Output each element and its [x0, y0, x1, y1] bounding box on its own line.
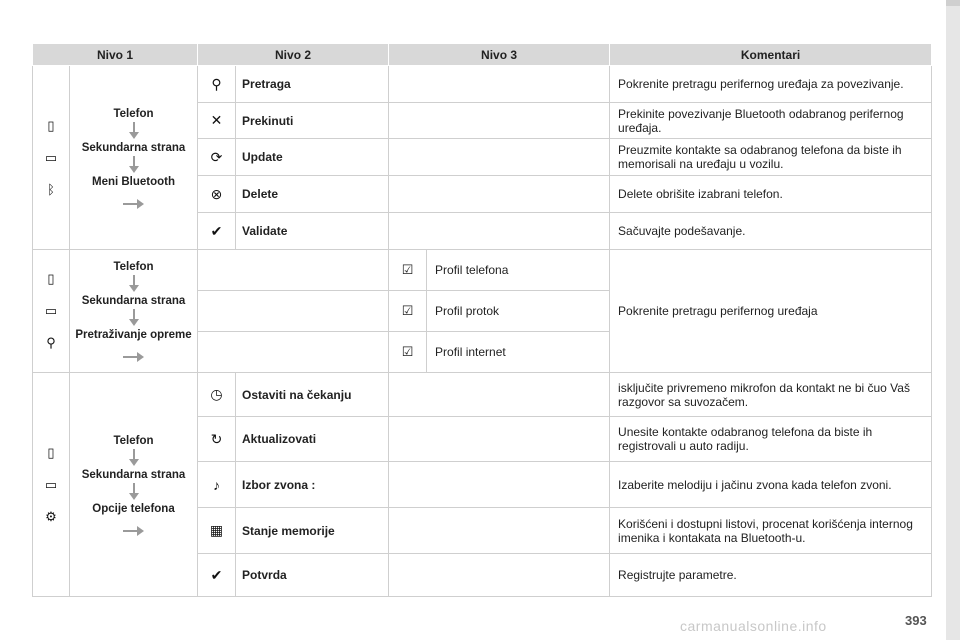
table-row — [33, 66, 932, 103]
bluetooth-icon: ᛒ — [47, 182, 55, 197]
level2-label: Pretraga — [236, 66, 389, 103]
path-item: Meni Bluetooth — [91, 175, 176, 188]
validate-check-icon: ✔ — [198, 213, 236, 250]
level2-label: Ostaviti na čekanju — [236, 373, 389, 417]
level2-label: Delete — [236, 176, 389, 213]
call-hold-icon: ◷ — [198, 373, 236, 417]
comment-cell: Sačuvajte podešavanje. — [610, 213, 932, 250]
watermark: carmanualsonline.info — [680, 618, 827, 634]
path-item: Opcije telefona — [92, 502, 175, 515]
path-item: Sekundarna strana — [81, 141, 186, 154]
arrow-right-icon — [123, 526, 145, 536]
header-nivo-3: Nivo 3 — [389, 44, 610, 66]
phone-alt-icon: ▭ — [44, 149, 58, 165]
arrow-down-icon — [129, 449, 139, 467]
path-item: Telefon — [113, 261, 154, 273]
comment-cell: Preuzmite kontakte sa odabranog telefona da biste ih memorisali na uređaju u vozilu. — [610, 139, 932, 176]
arrow-down-icon — [129, 275, 139, 293]
header-nivo-1: Nivo 1 — [33, 44, 198, 66]
comment-cell: Izaberite melodiju i jačinu zvona kada telefon zvoni. — [610, 462, 932, 508]
level3-label: Profil telefona — [427, 250, 610, 291]
search-equipment-icon: ⚲ — [46, 335, 56, 350]
path-item: Telefon — [113, 107, 154, 120]
comment-cell: Korišćeni i dostupni listovi, procenat korišćenja internog imenika i kontakata na Bluetooth-u. — [610, 508, 932, 554]
comment-cell: Registrujte parametre. — [610, 554, 932, 597]
level1-icons-cell — [33, 66, 70, 250]
level2-label: Aktualizovati — [236, 417, 389, 462]
path-item: Sekundarna strana — [81, 468, 186, 481]
table-row — [33, 250, 932, 291]
level1-icons-cell — [33, 373, 70, 597]
arrow-down-icon — [129, 309, 139, 327]
level2-label: Validate — [236, 213, 389, 250]
header-nivo-2: Nivo 2 — [198, 44, 389, 66]
checkbox-icon: ☑ — [389, 291, 427, 332]
phone-icon: ▯ — [47, 271, 55, 286]
comment-cell: Pokrenite pretragu perifernog uređaja za povezivanje. — [610, 66, 932, 103]
table-row — [33, 373, 932, 417]
phone-settings-icon: ⚙ — [45, 508, 57, 524]
level1-path-cell — [70, 373, 198, 597]
arrow-down-icon — [129, 483, 139, 501]
confirm-check-icon: ✔ — [198, 554, 236, 597]
update-icon: ⟳ — [198, 139, 236, 176]
level2-label: Izbor zvona : — [236, 462, 389, 508]
ringtone-icon: ♪ — [198, 462, 236, 508]
level2-label: Potvrda — [236, 554, 389, 597]
phone-alt-icon: ▭ — [44, 476, 58, 492]
refresh-icon: ↻ — [198, 417, 236, 462]
comment-cell: Unesite kontakte odabranog telefona da biste ih registrovali u auto radiju. — [610, 417, 932, 462]
level2-label: Stanje memorije — [236, 508, 389, 554]
arrow-down-icon — [129, 122, 139, 140]
arrow-right-icon — [123, 199, 145, 209]
arrow-down-icon — [129, 156, 139, 174]
comment-cell: Pokrenite pretragu perifernog uređaja — [610, 250, 932, 373]
checkbox-icon: ☑ — [389, 332, 427, 373]
header-komentari: Komentari — [610, 44, 932, 66]
delete-icon: ⊗ — [198, 176, 236, 213]
memory-status-icon: ▦ — [198, 508, 236, 554]
path-item: Pretraživanje opreme — [75, 329, 192, 341]
level3-label: Profil protok — [427, 291, 610, 332]
comment-cell: Delete obrišite izabrani telefon. — [610, 176, 932, 213]
phone-icon: ▯ — [47, 117, 55, 133]
arrow-right-icon — [123, 352, 145, 362]
search-bluetooth-icon: ⚲ — [198, 66, 236, 103]
header-row — [33, 44, 932, 66]
checkbox-icon: ☑ — [389, 250, 427, 291]
level3-label: Profil internet — [427, 332, 610, 373]
comment-cell: Prekinite povezivanje Bluetooth odabranog perifernog uređaja. — [610, 103, 932, 139]
disconnect-bluetooth-icon: ✕ — [198, 103, 236, 139]
phone-icon: ▯ — [47, 444, 55, 460]
level1-path-cell — [70, 250, 198, 373]
level2-label: Update — [236, 139, 389, 176]
phone-alt-icon: ▭ — [44, 303, 58, 318]
level2-label: Prekinuti — [236, 103, 389, 139]
comment-cell: isključite privremeno mikrofon da kontakt ne bi čuo Vaš razgovor sa suvozačem. — [610, 373, 932, 417]
path-item: Telefon — [113, 434, 154, 447]
page-number: 393 — [905, 613, 927, 628]
path-item: Sekundarna strana — [81, 295, 186, 307]
navigation-table — [32, 43, 932, 597]
page-edge-bar — [946, 0, 960, 640]
level1-path-cell — [70, 66, 198, 250]
level1-icons-cell — [33, 250, 70, 373]
